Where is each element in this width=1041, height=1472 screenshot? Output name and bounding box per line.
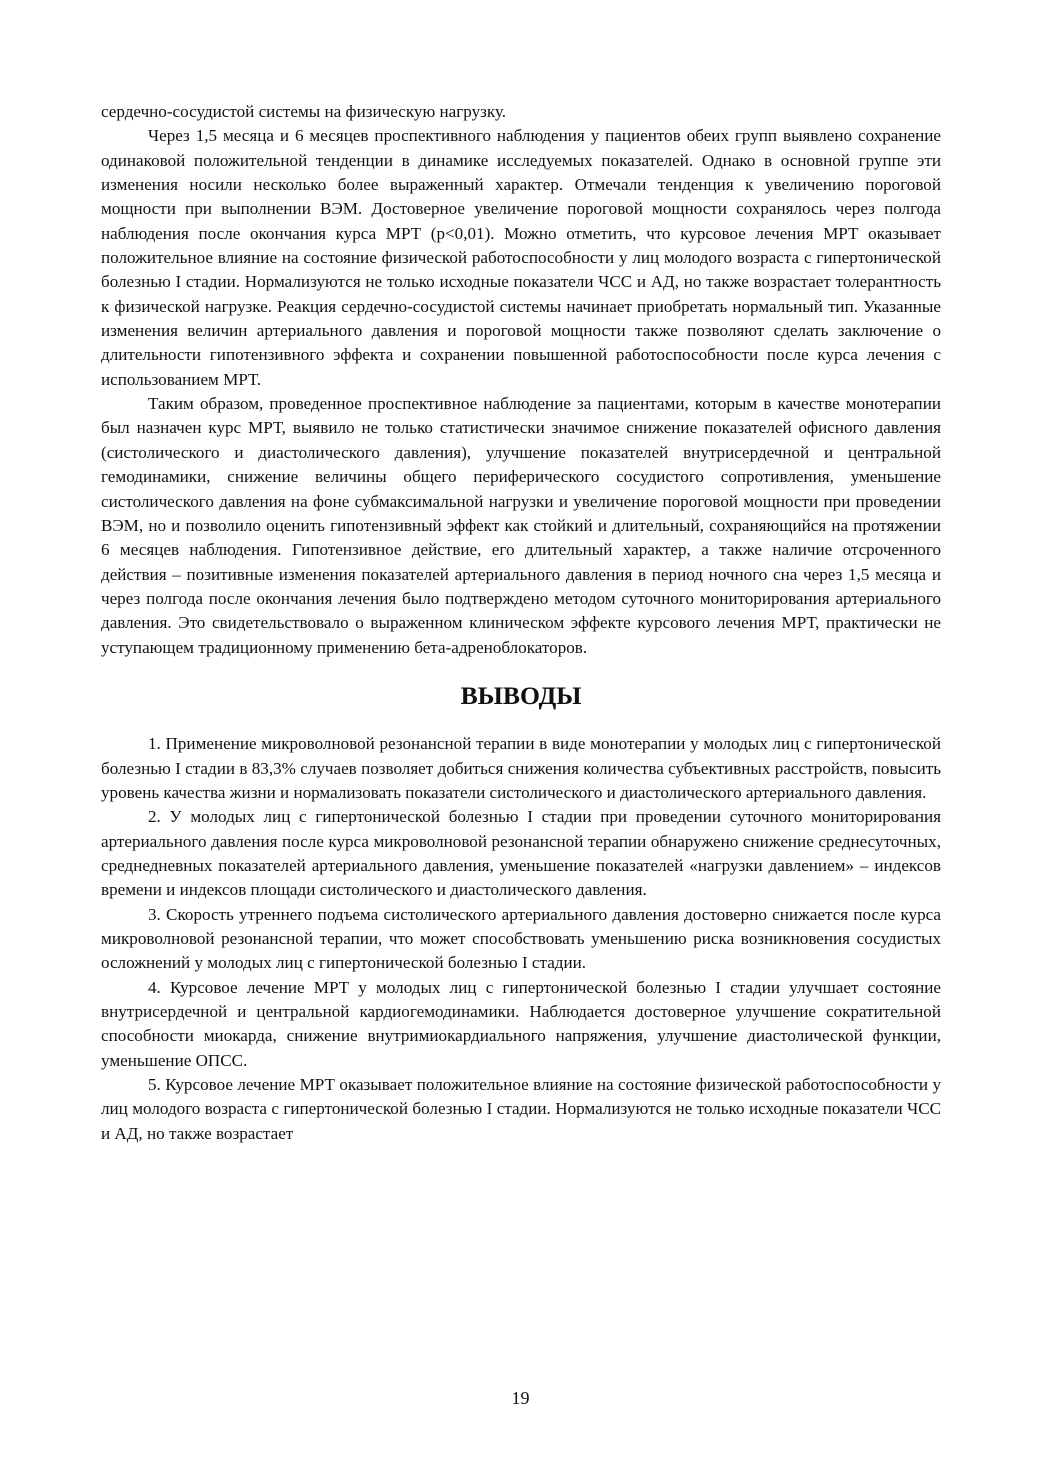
- document-page: [101, 100, 941, 1146]
- page-number: 19: [511, 1388, 530, 1408]
- conclusion-item-3: 3. Скорость утреннего подъема систолического артериального давления достоверно снижается после курса микроволновой резонансной терапии, что может способствовать уменьшению риска возникновения сосудистых осложнений у молодых лиц с гипертонической болезнью I стадии.: [101, 904, 941, 973]
- conclusion-item-4: 4. Курсовое лечение МРТ у молодых лиц с гипертонической болезнью I стадии улучшает состояние внутрисердечной и центральной кардиогемодинамики. Наблюдается достоверное улучшение сократительной способности миокарда, снижение внутримиокардиального напряжения, улучшение диастолической функции, уменьшение ОПСС.: [101, 977, 941, 1070]
- conclusion-item-5: 5. Курсовое лечение МРТ оказывает положительное влияние на состояние физической работоспособности у лиц молодого возраста с гипертонической болезнью I стадии. Нормализуются не только исходные показатели ЧСС и АД, но также возрастает: [101, 1075, 941, 1143]
- conclusion-item-1: 1. Применение микроволновой резонансной терапии в виде монотерапии у молодых лиц с гипертонической болезнью I стадии в 83,3% случаев позволяет добиться снижения количества субъективных расстройств, повысить уровень качества жизни и нормализовать показатели систолического и диастолического артериального давления.: [101, 734, 941, 802]
- section-heading-conclusions: ВЫВОДЫ: [460, 680, 582, 710]
- paragraph-continuation: сердечно-сосудистой системы на физическую нагрузку.: [101, 102, 507, 121]
- conclusion-item-2: 2. У молодых лиц с гипертонической болезнью I стадии при проведении суточного мониторирования артериального давления после курса микроволновой резонансной терапии обнаружено снижение среднесуточных, среднедневных показателей артериального давления, уменьшение показателей «нагрузки давлением» – индексов времени и индексов площади систолического и диастолического давления.: [101, 807, 941, 900]
- paragraph-summary: Таким образом, проведенное проспективное наблюдение за пациентами, которым в качестве монотерапии был назначен курс МРТ, выявило не только статистически значимое снижение показателей офисного давления (систолического и диастолического давления), улучшение показателей внутрисердечной и центральной гемодинамики, снижение величины общего периферического сосудистого сопротивления, уменьшение систолического давления на фоне субмаксимальной нагрузки и увеличение пороговой мощности при проведении ВЭМ, но и позволило оценить гипотензивный эффект как стойкий и длительный, сохраняющийся на протяжении 6 месяцев наблюдения. Гипотензивное действие, его длительный характер, а также наличие отсроченного действия – позитивные изменения показателей артериального давления в период ночного сна через 1,5 месяца и через полгода после окончания лечения было подтверждено методом суточного мониторирования артериального давления. Это свидетельствовало о выраженном клиническом эффекте курсового лечения МРТ, практически не уступающем традиционному применению бета-адреноблокаторов.: [101, 394, 941, 657]
- paragraph-follow-up-results: Через 1,5 месяца и 6 месяцев проспективного наблюдения у пациентов обеих групп выявлено сохранение одинаковой положительной тенденции в динамике исследуемых показателей. Однако в основной группе эти изменения носили несколько более выраженный характер. Отмечали тенденция к увеличению пороговой мощности при выполнении ВЭМ. Достоверное увеличение пороговой мощности сохранялось через полгода наблюдения после окончания курса МРТ (p<0,01). Можно отметить, что курсовое лечения МРТ оказывает положительное влияние на состояние физической работоспособности у лиц молодого возраста с гипертонической болезнью I стадии. Нормализуются не только исходные показатели ЧСС и АД, но также возрастает толерантность к физической нагрузке. Реакция сердечно-сосудистой системы начинает приобретать нормальный тип. Указанные изменения величин артериального давления и пороговой мощности также позволяют сделать заключение о длительности гипотензивного эффекта и сохранении повышенной работоспособности после курса лечения с использованием МРТ.: [101, 126, 941, 389]
